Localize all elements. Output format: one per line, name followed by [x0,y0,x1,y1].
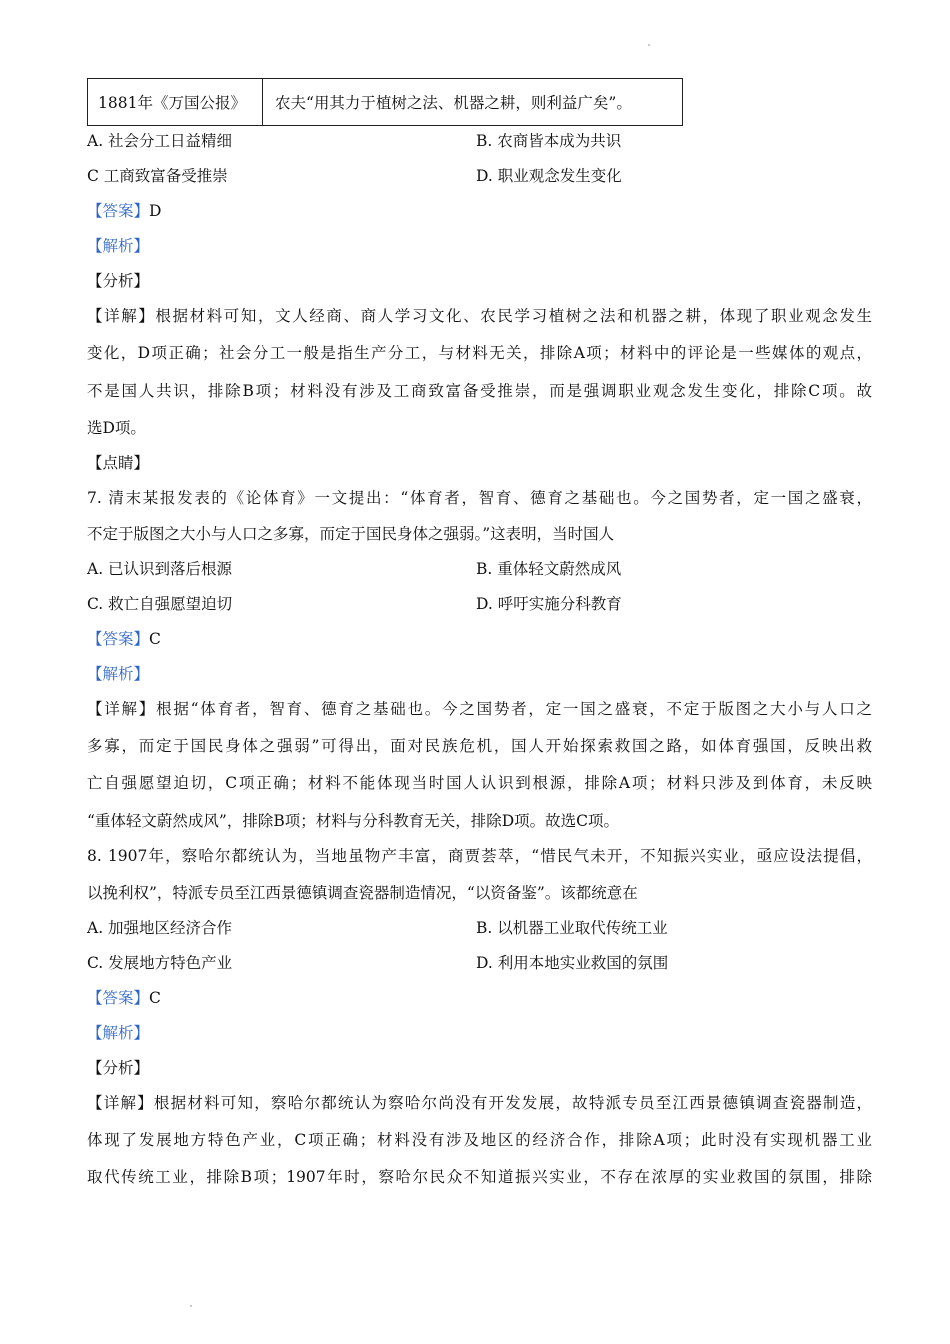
q7-detail-line-2: 多寡，而定于国民身体之强弱”可得出，面对民族危机，国人开始探索救国之路，如体育强国，反映出救 [87,737,872,755]
q7-detail-line-3: 亡自强愿望迫切，C项正确；材料不能体现当时国人认识到根源，排除A项；材料只涉及到体育，未反映 [87,774,872,792]
q7-option-c: C. 救亡自强愿望迫切 [87,595,233,613]
q6-option-a: A. 社会分工日益精细 [87,132,233,150]
q6-fenxi-label: 【分析】 [87,272,150,290]
q8-option-d: D. 利用本地实业救国的氛围 [476,954,669,972]
answer-value: C [149,630,161,648]
answer-label: 【答案】 [87,989,150,1007]
q6-option-d: D. 职业观念发生变化 [476,167,622,185]
q6-detail-line-3: 不是国人共识，排除B项；材料没有涉及工商致富备受推崇，而是强调职业观念发生变化，排除C项。故 [87,382,872,400]
q8-analysis-label: 【解析】 [87,1024,150,1042]
q6-detail-line-4: 选D项。 [87,419,146,437]
q6-option-b: B. 农商皆本成为共识 [476,132,622,150]
q7-answer [87,628,161,650]
detail-text: 根据“体育者，智育、德育之基础也。今之国势者，定一国之盛衰，不定于版图之大小与人口之 [156,700,872,718]
q7-stem-line-2: 不定于版图之大小与人口之多寡，而定于国民身体之强弱。”这表明，当时国人 [87,525,615,543]
q6-dianjing-label: 【点睛】 [87,454,150,472]
scan-dot [190,1305,192,1307]
source-cell: 1881年《万国公报》 [88,79,263,125]
answer-label: 【答案】 [87,630,150,648]
q8-stem-line-1: 8. 1907年，察哈尔都统认为，当地虽物产丰富，商贾荟萃，“惜民气未开，不知振兴实业，亟应设法提倡， [87,847,872,865]
q7-analysis-label: 【解析】 [87,665,150,683]
detail-label: 【详解】 [87,307,156,325]
q7-stem-line-1: 7. 清末某报发表的《论体育》一文提出：“体育者，智育、德育之基础也。今之国势者，定一国之盛衰， [87,489,872,507]
q8-detail-line-1 [87,1092,872,1114]
answer-label: 【答案】 [87,202,150,220]
q8-answer [87,987,161,1009]
q8-detail-line-3: 取代传统工业，排除B项；1907年时，察哈尔民众不知道振兴实业，不存在浓厚的实业救国的氛围，排除 [87,1168,872,1186]
q7-detail-line-1 [87,698,872,720]
source-table [87,78,683,126]
quote-cell: 农夫“用其力于植树之法、机器之耕，则利益广矣”。 [275,94,632,112]
q7-option-b: B. 重体轻文蔚然成风 [476,560,622,578]
q6-analysis-label: 【解析】 [87,237,150,255]
q6-answer [87,200,161,222]
q7-detail-line-4: “重体轻文蔚然成风”，排除B项；材料与分科教育无关，排除D项。故选C项。 [87,812,620,830]
q6-option-c: C 工商致富备受推崇 [87,167,228,185]
q6-detail-line-1 [87,305,872,327]
detail-label: 【详解】 [87,700,157,718]
q6-detail-line-2: 变化，D项正确；社会分工一般是指生产分工，与材料无关，排除A项；材料中的评论是一些媒体的观点， [87,344,872,362]
detail-label: 【详解】 [87,1094,154,1112]
q8-option-b: B. 以机器工业取代传统工业 [476,919,668,937]
detail-text: 根据材料可知，察哈尔都统认为察哈尔尚没有开发发展，故特派专员至江西景德镇调查瓷器制造， [153,1094,872,1112]
q7-option-d: D. 呼吁实施分科教育 [476,595,622,613]
answer-value: C [149,989,161,1007]
q8-stem-line-2: 以挽利权”，特派专员至江西景德镇调查瓷器制造情况，“以资备鉴”。该都统意在 [87,884,638,902]
q8-detail-line-2: 体现了发展地方特色产业，C项正确；材料没有涉及地区的经济合作，排除A项；此时没有实现机器工业 [87,1131,872,1149]
q8-fenxi-label: 【分析】 [87,1059,150,1077]
scan-dot [648,44,650,46]
q8-option-a: A. 加强地区经济合作 [87,919,233,937]
detail-text: 根据材料可知，文人经商、商人学习文化、农民学习植树之法和机器之耕，体现了职业观念发生 [155,307,872,325]
q8-option-c: C. 发展地方特色产业 [87,954,233,972]
answer-value: D [149,202,162,220]
q7-option-a: A. 已认识到落后根源 [87,560,233,578]
